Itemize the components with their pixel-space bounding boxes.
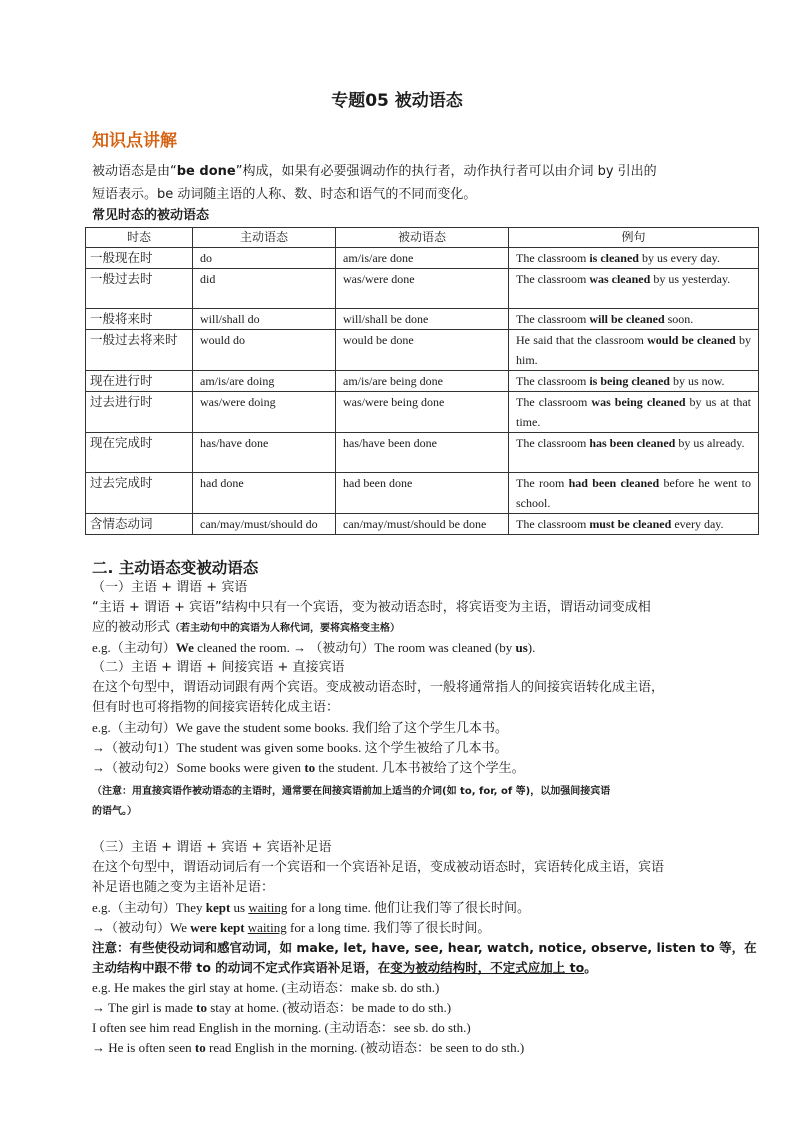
header-tense: 时态 xyxy=(86,228,193,248)
cell-passive: would be done xyxy=(336,330,509,371)
subsection-3-example-3: e.g. He makes the girl stay at home. (主动语态：make sb. do sth.) xyxy=(92,980,440,995)
cell-passive: had been done xyxy=(336,473,509,514)
page-title: 专题05 被动语态 xyxy=(331,91,463,111)
cell-passive: was/were being done xyxy=(336,392,509,433)
cell-active: did xyxy=(193,269,336,309)
cell-tense: 现在完成时 xyxy=(86,433,193,473)
cell-active: would do xyxy=(193,330,336,371)
subsection-1-example: e.g.（主动句）We cleaned the room. → （被动句）The room was cleaned (by us). xyxy=(92,640,536,655)
subsection-1-text-2: 应的被动形式（若主动句中的宾语为人称代词，要将宾格变主格） xyxy=(92,620,401,635)
intro-line-2: 短语表示。be 动词随主语的人称、数、时态和语气的不同而变化。 xyxy=(92,187,477,202)
cell-passive: will/shall be done xyxy=(336,309,509,330)
subsection-2-note-2: 的语气。） xyxy=(92,806,137,817)
cell-passive: has/have been done xyxy=(336,433,509,473)
subsection-3-example-4: → The girl is made to stay at home. (被动语态：be made to do sth.) xyxy=(92,1000,452,1015)
subsection-2-text-1: 在这个句型中，谓语动词跟有两个宾语。变成被动语态时，一般将通常指人的间接宾语转化成主语， xyxy=(92,680,665,695)
table-row xyxy=(86,392,759,433)
cell-example: He said that the classroom would be cleaned by him. xyxy=(509,330,759,371)
subsection-2-title: （二）主语 + 谓语 + 间接宾语 + 直接宾语 xyxy=(92,660,345,675)
section-heading-knowledge: 知识点讲解 xyxy=(92,131,177,151)
cell-active: was/were doing xyxy=(193,392,336,433)
subsection-3-example-1: e.g.（主动句）They kept us waiting for a long time. 他们让我们等了很长时间。 xyxy=(92,900,531,915)
cell-active: has/have done xyxy=(193,433,336,473)
table-row xyxy=(86,248,759,269)
cell-tense: 现在进行时 xyxy=(86,371,193,392)
intro-line-1: 被动语态是由“be done”构成，如果有必要强调动作的执行者，动作执行者可以由介词 by 引出的 xyxy=(92,164,657,179)
subsection-2-text-2: 但有时也可将指物的间接宾语转化成主语： xyxy=(92,700,340,715)
cell-passive: am/is/are done xyxy=(336,248,509,269)
table-row xyxy=(86,269,759,309)
subsection-3-example-2: →（被动句）We were kept waiting for a long time. 我们等了很长时间。 xyxy=(92,920,491,935)
cell-tense: 一般现在时 xyxy=(86,248,193,269)
cell-active: can/may/must/should do xyxy=(193,514,336,535)
cell-passive: can/may/must/should be done xyxy=(336,514,509,535)
subsection-1-title: （一）主语 + 谓语 + 宾语 xyxy=(92,580,248,595)
subsection-2-example-1: e.g.（主动句）We gave the student some books. 我们给了这个学生几本书。 xyxy=(92,720,508,735)
subsection-2-example-2: →（被动句1）The student was given some books. 这个学生被给了几本书。 xyxy=(92,740,508,755)
cell-passive: was/were done xyxy=(336,269,509,309)
subsection-3-example-6: → He is often seen to read English in the morning. (被动语态：be seen to do sth.) xyxy=(92,1040,525,1055)
header-active: 主动语态 xyxy=(193,228,336,248)
subsection-1-text-1: “主语 + 谓语 + 宾语”结构中只有一个宾语，变为被动语态时，将宾语变为主语，谓语动词变成相 xyxy=(92,600,651,615)
cell-example: The classroom is cleaned by us every day. xyxy=(509,248,759,269)
cell-tense: 过去完成时 xyxy=(86,473,193,514)
cell-tense: 一般过去时 xyxy=(86,269,193,309)
cell-example: The classroom has been cleaned by us already. xyxy=(509,433,759,473)
subsection-3-text-1: 在这个句型中，谓语动词后有一个宾语和一个宾语补足语，变成被动语态时，宾语转化成主语，宾语 xyxy=(92,860,665,875)
table-row xyxy=(86,371,759,392)
table-row xyxy=(86,473,759,514)
cell-tense: 含情态动词 xyxy=(86,514,193,535)
cell-active: had done xyxy=(193,473,336,514)
cell-active: do xyxy=(193,248,336,269)
cell-active: will/shall do xyxy=(193,309,336,330)
subsection-3-note-1: 注意：有些使役动词和感官动词，如 make, let, have, see, hear, watch, notice, observe, listen to 等，在 xyxy=(92,940,757,955)
cell-active: am/is/are doing xyxy=(193,371,336,392)
section2-heading: 二. 主动语态变被动语态 xyxy=(92,559,259,577)
subsection-3-text-2: 补足语也随之变为主语补足语： xyxy=(92,880,275,895)
cell-example: The classroom must be cleaned every day. xyxy=(509,514,759,535)
cell-tense: 过去进行时 xyxy=(86,392,193,433)
cell-tense: 一般过去将来时 xyxy=(86,330,193,371)
cell-example: The classroom will be cleaned soon. xyxy=(509,309,759,330)
table-row xyxy=(86,514,759,535)
table-row xyxy=(86,309,759,330)
header-passive: 被动语态 xyxy=(336,228,509,248)
cell-example: The classroom was being cleaned by us at that time. xyxy=(509,392,759,433)
table-header-row xyxy=(86,228,759,248)
subsection-2-note-1: （注意：用直接宾语作被动语态的主语时，通常要在间接宾语前加上适当的介词(如 to, for, of 等)，以加强间接宾语 xyxy=(92,786,611,797)
subsection-2-example-3: →（被动句2）Some books were given to the student. 几本书被给了这个学生。 xyxy=(92,760,525,775)
cell-example: The classroom was cleaned by us yesterday. xyxy=(509,269,759,309)
cell-example: The classroom is being cleaned by us now. xyxy=(509,371,759,392)
subsection-3-note-2: 主动结构中跟不带 to 的动词不定式作宾语补足语，在变为被动结构时，不定式应加上 to。 xyxy=(92,960,597,975)
cell-passive: am/is/are being done xyxy=(336,371,509,392)
cell-tense: 一般将来时 xyxy=(86,309,193,330)
table-row xyxy=(86,433,759,473)
table-caption: 常见时态的被动语态 xyxy=(92,208,210,223)
table-row xyxy=(86,330,759,371)
subsection-3-title: （三）主语 + 谓语 + 宾语 + 宾语补足语 xyxy=(92,840,332,855)
subsection-3-example-5: I often see him read English in the morning. (主动语态：see sb. do sth.) xyxy=(92,1020,471,1035)
cell-example: The room had been cleaned before he went to school. xyxy=(509,473,759,514)
voice-tense-table xyxy=(85,227,759,535)
header-example: 例句 xyxy=(509,228,759,248)
